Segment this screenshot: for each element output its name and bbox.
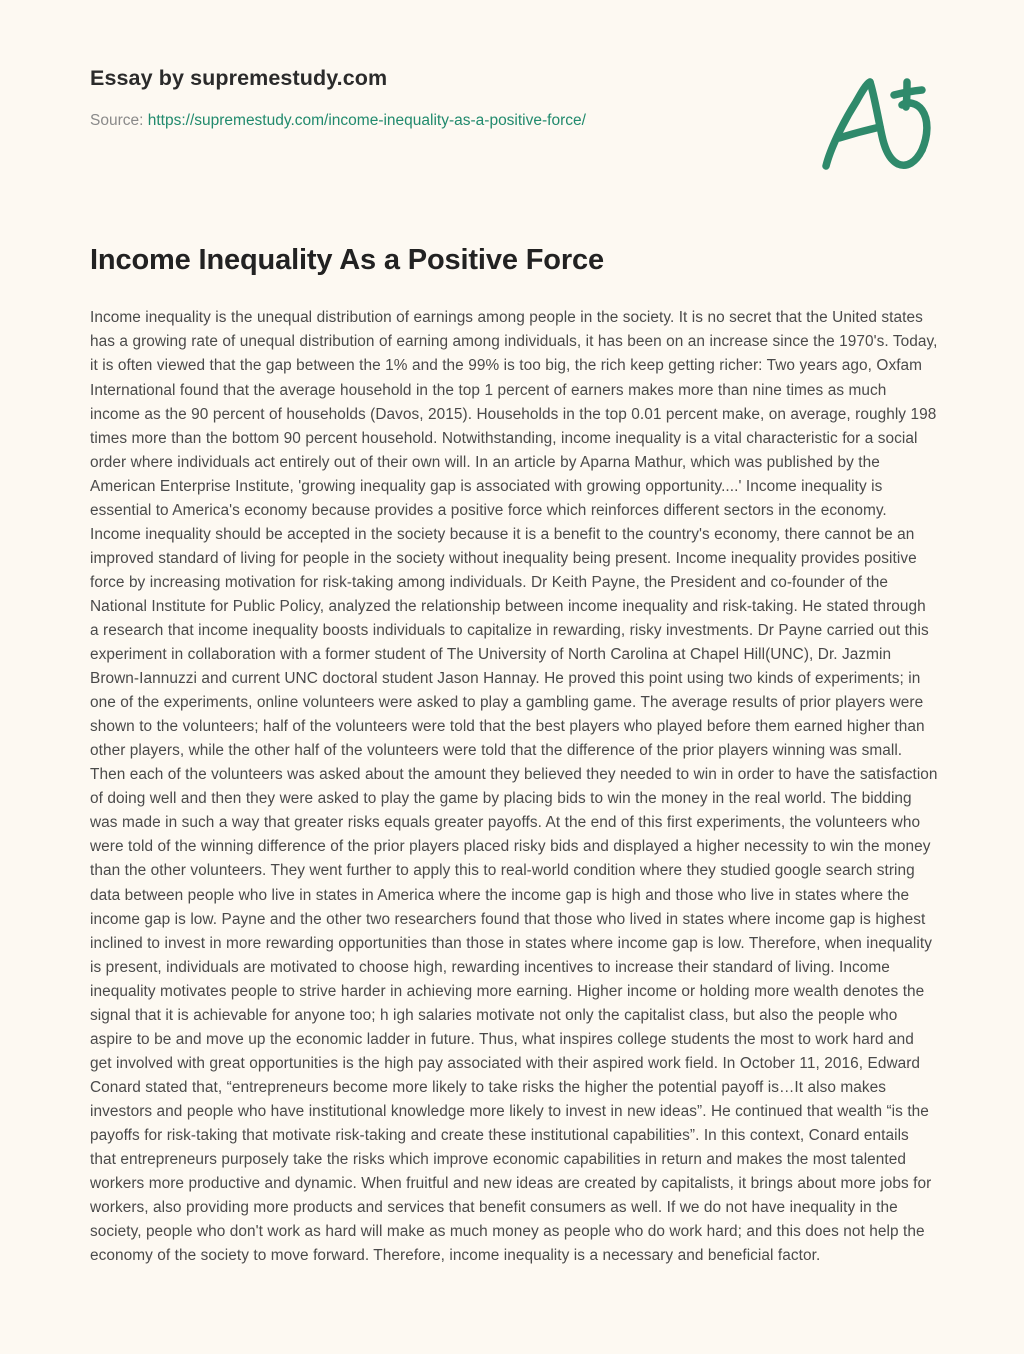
article-paragraph: Income inequality is the unequal distribution of earnings among people in the society. It is no secret that the United states has a growing rate of unequal distribution of earning among individuals, it has been on an increase since the 1970's. Today, it is often viewed that the gap between the 1% and the 99% is too big, the rich keep getting richer: Two years ago, Oxfam International found that the average household in the top 1 percent of earners makes more than nine times as much income as the 90 percent of households (Davos, 2015). Households in the top 0.01 percent make, on average, roughly 198 times more than the bottom 90 percent household. Notwithstanding, income inequality is a vital characteristic for a social order where individuals act entirely out of their own will. In an article by Aparna Mathur, which was published by the American Enterprise Institute, 'growing inequality gap is associated with growing opportunity....' Income inequality is essential to America's economy because provides a positive force which reinforces different sectors in the economy. Income inequality should be accepted in the society because it is a benefit to the country's economy, there cannot be an improved standard of living for people in the society without inequality being present. Income inequality provides positive force by increasing motivation for risk-taking among individuals. Dr Keith Payne, the President and co-founder of the National Institute for Public Policy, analyzed the relationship between income inequality and risk-taking. He stated through a research that income inequality boosts individuals to capitalize in rewarding, risky investments. Dr Payne carried out this experiment in collaboration with a former student of The University of North Carolina at Chapel Hill(UNC), Dr. Jazmin Brown-Iannuzzi and current UNC doctoral student Jason Hannay. He proved this point using two kinds of experiments; in one of the experiments, online volunteers were asked to play a gambling game. The average results of prior players were shown to the volunteers; half of the volunteers were told that the best players who played before them earned higher than other players, while the other half of the volunteers were told that the difference of the prior players winning was small. Then each of the volunteers was asked about the amount they believed they needed to win in order to have the satisfaction of doing well and then they were asked to play the game by placing bids to win the money in the real world. The bidding was made in such a way that greater risks equals greater payoffs. At the end of this first experiments, the volunteers who were told of the winning difference of the prior players placed risky bids and displayed a higher necessity to win the money than the other volunteers. They went further to apply this to real-world condition where they studied google search string data between people who live in states in America where the income gap is high and those who live in states where the income gap is low. Payne and the other two researchers found that those who lived in states where income gap is highest inclined to invest in more rewarding opportunities than those in states where income gap is low. Therefore, when inequality is present, individuals are motivated to choose high, rewarding incentives to increase their standard of living. Income inequality motivates people to strive harder in achieving more earning. Higher income or holding more wealth denotes the signal that it is achievable for anyone too; h igh salaries motivate not only the capitalist class, but also the people who aspire to be and move up the economic ladder in future. Thus, what inspires college students the most to work hard and get involved with great opportunities is the high pay associated with their aspired work field. In October 11, 2016, Edward Conard stated that, “entrepreneurs become more likely to take risks the higher the potential payoff is…It also makes investors and people who have institutional knowledge more likely to invest in new ideas”. He continued that wealth “is the payoffs for risk-taking that motivate risk-taking and create these institutional capabilities”. In this context, Conard entails that entrepreneurs purposely take the risks which improve economic capabilities in return and makes the most talented workers more productive and dynamic. When fruitful and new ideas are created by capitalists, it brings about more jobs for workers, also providing more products and services that benefit consumers as well. If we do not have inequality in the society, people who don't work as hard will make as much money as people who do work hard; and this does not help the economy of the society to move forward. Therefore, income inequality is a necessary and beneficial factor. <box>90 309 938 1265</box>
page-title: Income Inequality As a Positive Force <box>90 244 604 276</box>
page-header <box>0 0 1024 200</box>
brand-title: Essay by supremestudy.com <box>90 66 388 90</box>
source-line <box>90 111 770 131</box>
source-url-link[interactable]: https://supremestudy.com/income-inequality-as-a-positive-force/ <box>147 111 586 129</box>
brand-block <box>90 66 770 131</box>
article <box>90 243 938 1268</box>
article-body <box>90 278 938 1268</box>
source-label: Source: <box>90 111 144 129</box>
a-plus-logo-icon <box>812 72 940 176</box>
